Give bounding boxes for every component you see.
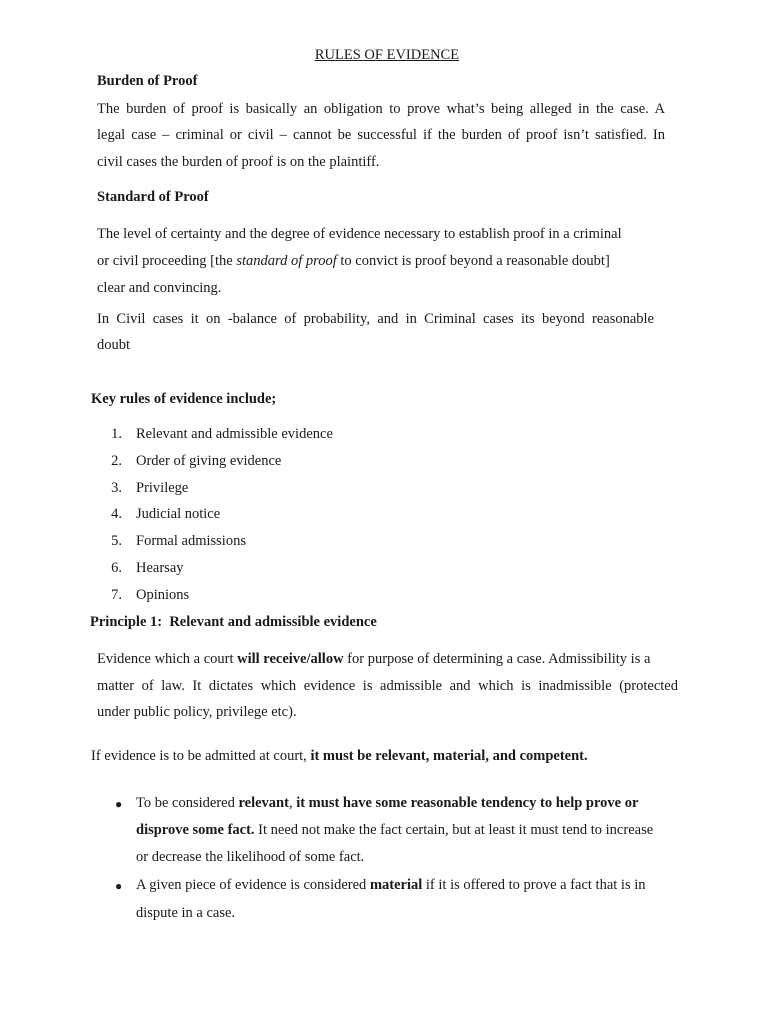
burden-heading: Burden of Proof [97,73,198,89]
admission-criteria-line [91,748,588,765]
text-run: for purpose of determining a case. Admissibility is a [343,651,651,667]
burden-line-2: legal case – criminal or civil – cannot be successful if the burden of proof isn’t satisfied. In [97,127,665,143]
standard-heading: Standard of Proof [97,189,209,205]
text-run: Evidence which a court [97,651,238,667]
criteria-bold: it must be relevant, material, and competent. [310,748,588,764]
bullet-icon: ● [115,797,123,811]
relevant-definition-bold: it must have some reasonable tendency to help prove or [296,795,639,811]
text-run: To be considered [136,795,239,811]
burden-line-3: civil cases the burden of proof is on the plaintiff. [97,154,380,170]
bullet-2-line-2: dispute in a case. [136,905,236,921]
list-item-text: Relevant and admissible evidence [136,426,333,442]
text-run: It need not make the fact certain, but at least it must tend to increase [254,822,654,838]
document-title: RULES OF EVIDENCE [314,47,460,63]
standard-of-proof-italic: standard of proof [236,253,337,269]
text-run: A given piece of evidence is considered [136,877,370,893]
text-run: if it is offered to prove a fact that is in [422,877,646,893]
text-run: If evidence is to be admitted at court, [91,748,311,764]
standard-line-2-end: to convict is proof beyond a reasonable doubt] [336,253,610,269]
principle-1-para-line-3: under public policy, privilege etc). [97,704,297,720]
civil-criminal-line-2: doubt [97,337,131,353]
principle-1-para-line-1 [97,651,650,668]
list-item-text: Opinions [136,587,190,603]
principle-1-heading: Principle 1: Relevant and admissible evidence [90,614,377,630]
relevant-bold: relevant [238,795,289,811]
standard-line-2 [97,253,610,270]
list-item-number: 6. [111,560,122,576]
civil-criminal-line-1: In Civil cases it on -balance of probability, and in Criminal cases its beyond reasonable [97,311,654,327]
list-item-text: Order of giving evidence [136,453,282,469]
standard-line-2-start: or civil proceeding [the [97,253,237,269]
list-item-text: Privilege [136,480,189,496]
list-item-number: 5. [111,533,122,549]
material-bold: material [369,877,423,893]
bullet-1-line-3: or decrease the likelihood of some fact. [136,849,365,865]
will-receive-allow-bold: will receive/allow [237,651,344,667]
burden-line-1: The burden of proof is basically an obligation to prove what’s being alleged in the case. A [97,101,665,117]
list-item-text: Formal admissions [136,533,246,549]
list-item-number: 2. [111,453,122,469]
list-item-text: Hearsay [136,560,184,576]
disprove-bold: disprove some fact. [136,822,255,838]
standard-line-3: clear and convincing. [97,280,222,296]
text-run: , [288,795,297,811]
list-item-text: Judicial notice [136,506,221,522]
bullet-1-line-1 [136,795,638,812]
list-item-number: 1. [111,426,122,442]
key-rules-heading: Key rules of evidence include; [91,391,277,407]
bullet-2-line-1 [136,877,646,894]
list-item-number: 4. [111,506,122,522]
list-item-number: 7. [111,587,122,603]
standard-line-1: The level of certainty and the degree of evidence necessary to establish proof in a criminal [97,226,622,242]
bullet-1-line-2 [136,822,653,839]
bullet-icon: ● [115,879,123,893]
list-item-number: 3. [111,480,122,496]
principle-1-para-line-2: matter of law. It dictates which evidence is admissible and which is inadmissible (protected [97,678,678,694]
